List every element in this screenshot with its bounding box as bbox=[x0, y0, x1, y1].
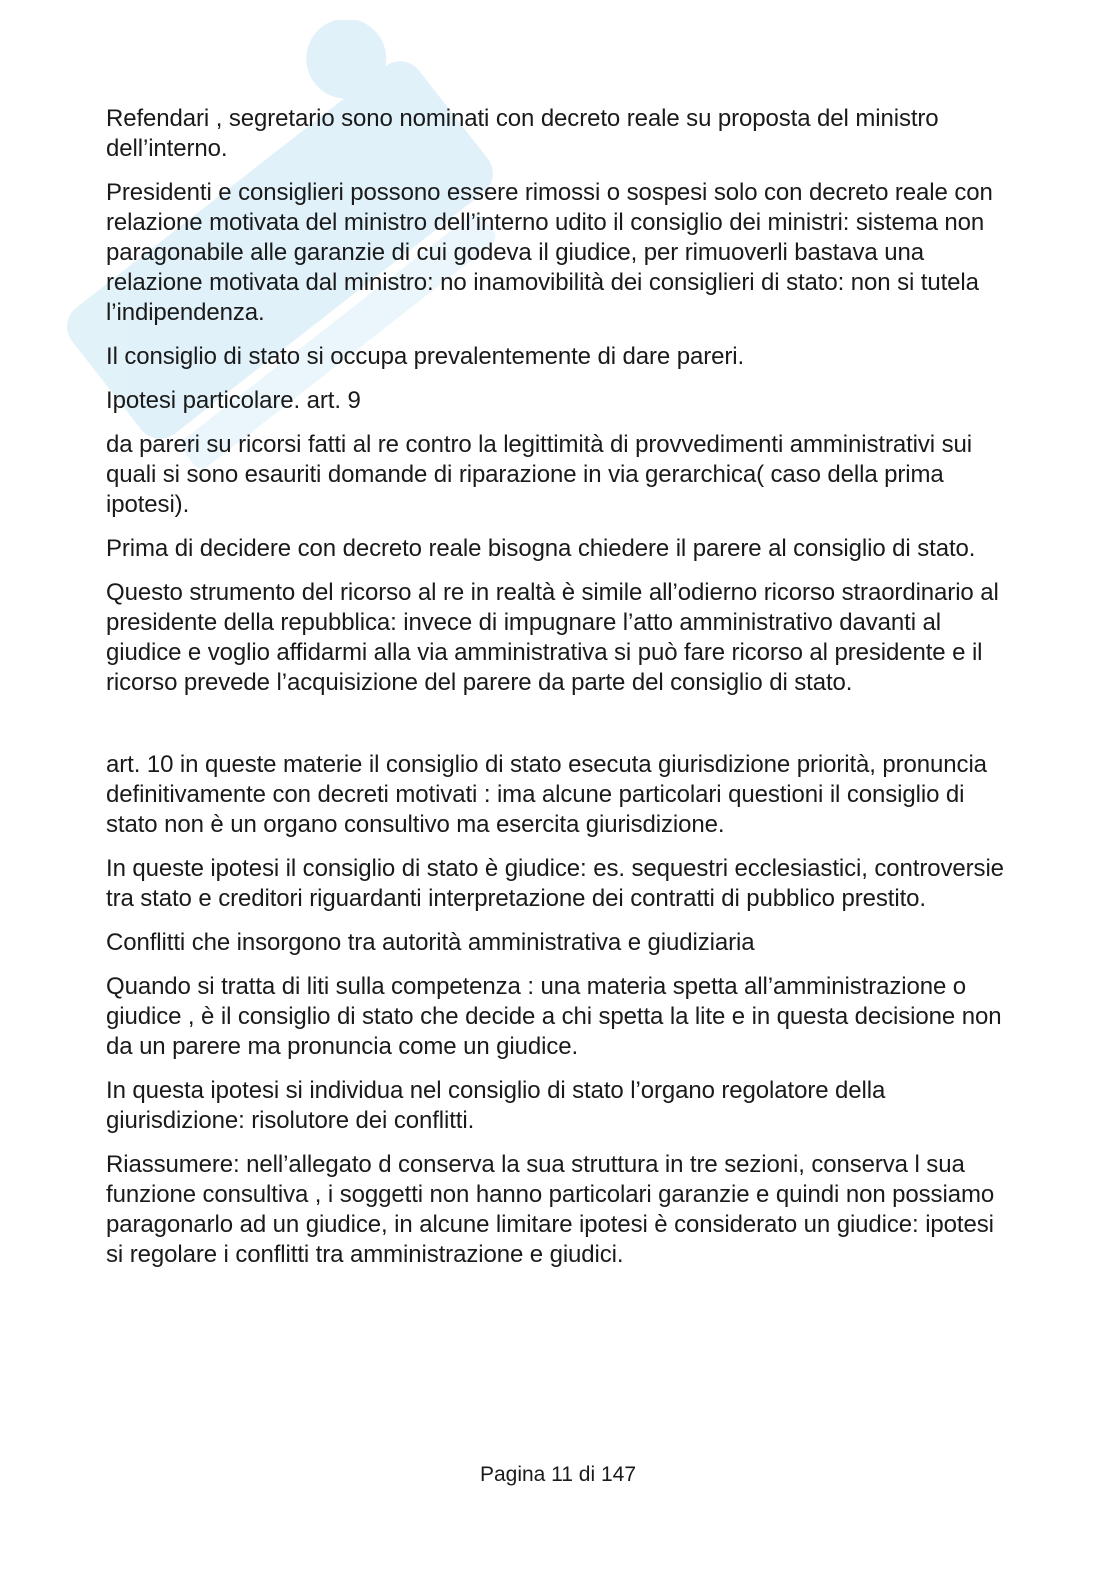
paragraph: In questa ipotesi si individua nel consiglio di stato l’organo regolatore della giurisdizione: risolutore dei conflitti. bbox=[106, 1077, 886, 1134]
paragraph: Quando si tratta di liti sulla competenza : una materia spetta all’amministrazione o giudice , è il consiglio di stato che decide a chi spetta la lite e in questa decisione non da un parere ma pronuncia come un giudice. bbox=[106, 973, 1002, 1060]
paragraph: Presidenti e consiglieri possono essere rimossi o sospesi solo con decreto reale con relazione motivata del ministro dell’interno udito il consiglio dei ministri: sistema non paragonabile alle garanzie di cui godeva il giudice, per rimuoverli bastava una relazione motivata dal ministro: no inamovibilità dei consiglieri di stato: non si tutela l’indipendenza. bbox=[106, 179, 993, 326]
page-number: Pagina 11 di 147 bbox=[479, 1463, 637, 1486]
paragraph: In queste ipotesi il consiglio di stato è giudice: es. sequestri ecclesiastici, controversie tra stato e creditori riguardanti interpretazione dei contratti di pubblico prestito. bbox=[106, 855, 1004, 912]
paragraph: Ipotesi particolare. art. 9 bbox=[106, 387, 361, 414]
paragraph: Refendari , segretario sono nominati con decreto reale su proposta del ministro dell’interno. bbox=[106, 105, 939, 162]
paragraph: da pareri su ricorsi fatti al re contro la legittimità di provvedimenti amministrativi sui quali si sono esauriti domande di riparazione in via gerarchica( caso della prima ipotesi). bbox=[106, 431, 972, 518]
paragraph: Riassumere: nell’allegato d conserva la sua struttura in tre sezioni, conserva l sua funzione consultiva , i soggetti non hanno particolari garanzie e quindi non possiamo paragonarlo ad un giudice, in alcune limitare ipotesi è considerato un giudice: ipotesi si regolare i conflitti tra amministrazione e giudici. bbox=[106, 1151, 995, 1268]
paragraph: art. 10 in queste materie il consiglio di stato esecuta giurisdizione priorità, pronuncia definitivamente con decreti motivati : ima alcune particolari questioni il consiglio di stato non è un organo consultivo ma esercita giurisdizione. bbox=[106, 751, 987, 838]
paragraph: Il consiglio di stato si occupa prevalentemente di dare pareri. bbox=[106, 343, 745, 370]
paragraph: Prima di decidere con decreto reale bisogna chiedere il parere al consiglio di stato. bbox=[106, 535, 976, 562]
paragraph: Questo strumento del ricorso al re in realtà è simile all’odierno ricorso straordinario al presidente della repubblica: invece di impugnare l’atto amministrativo davanti al giudice e voglio affidarmi alla via amministrativa si può fare ricorso al presidente e il ricorso prevede l’acquisizione del parere da parte del consiglio di stato. bbox=[106, 579, 999, 696]
document-body bbox=[106, 104, 1016, 1284]
paragraph: Conflitti che insorgono tra autorità amministrativa e giudiziaria bbox=[106, 929, 755, 956]
